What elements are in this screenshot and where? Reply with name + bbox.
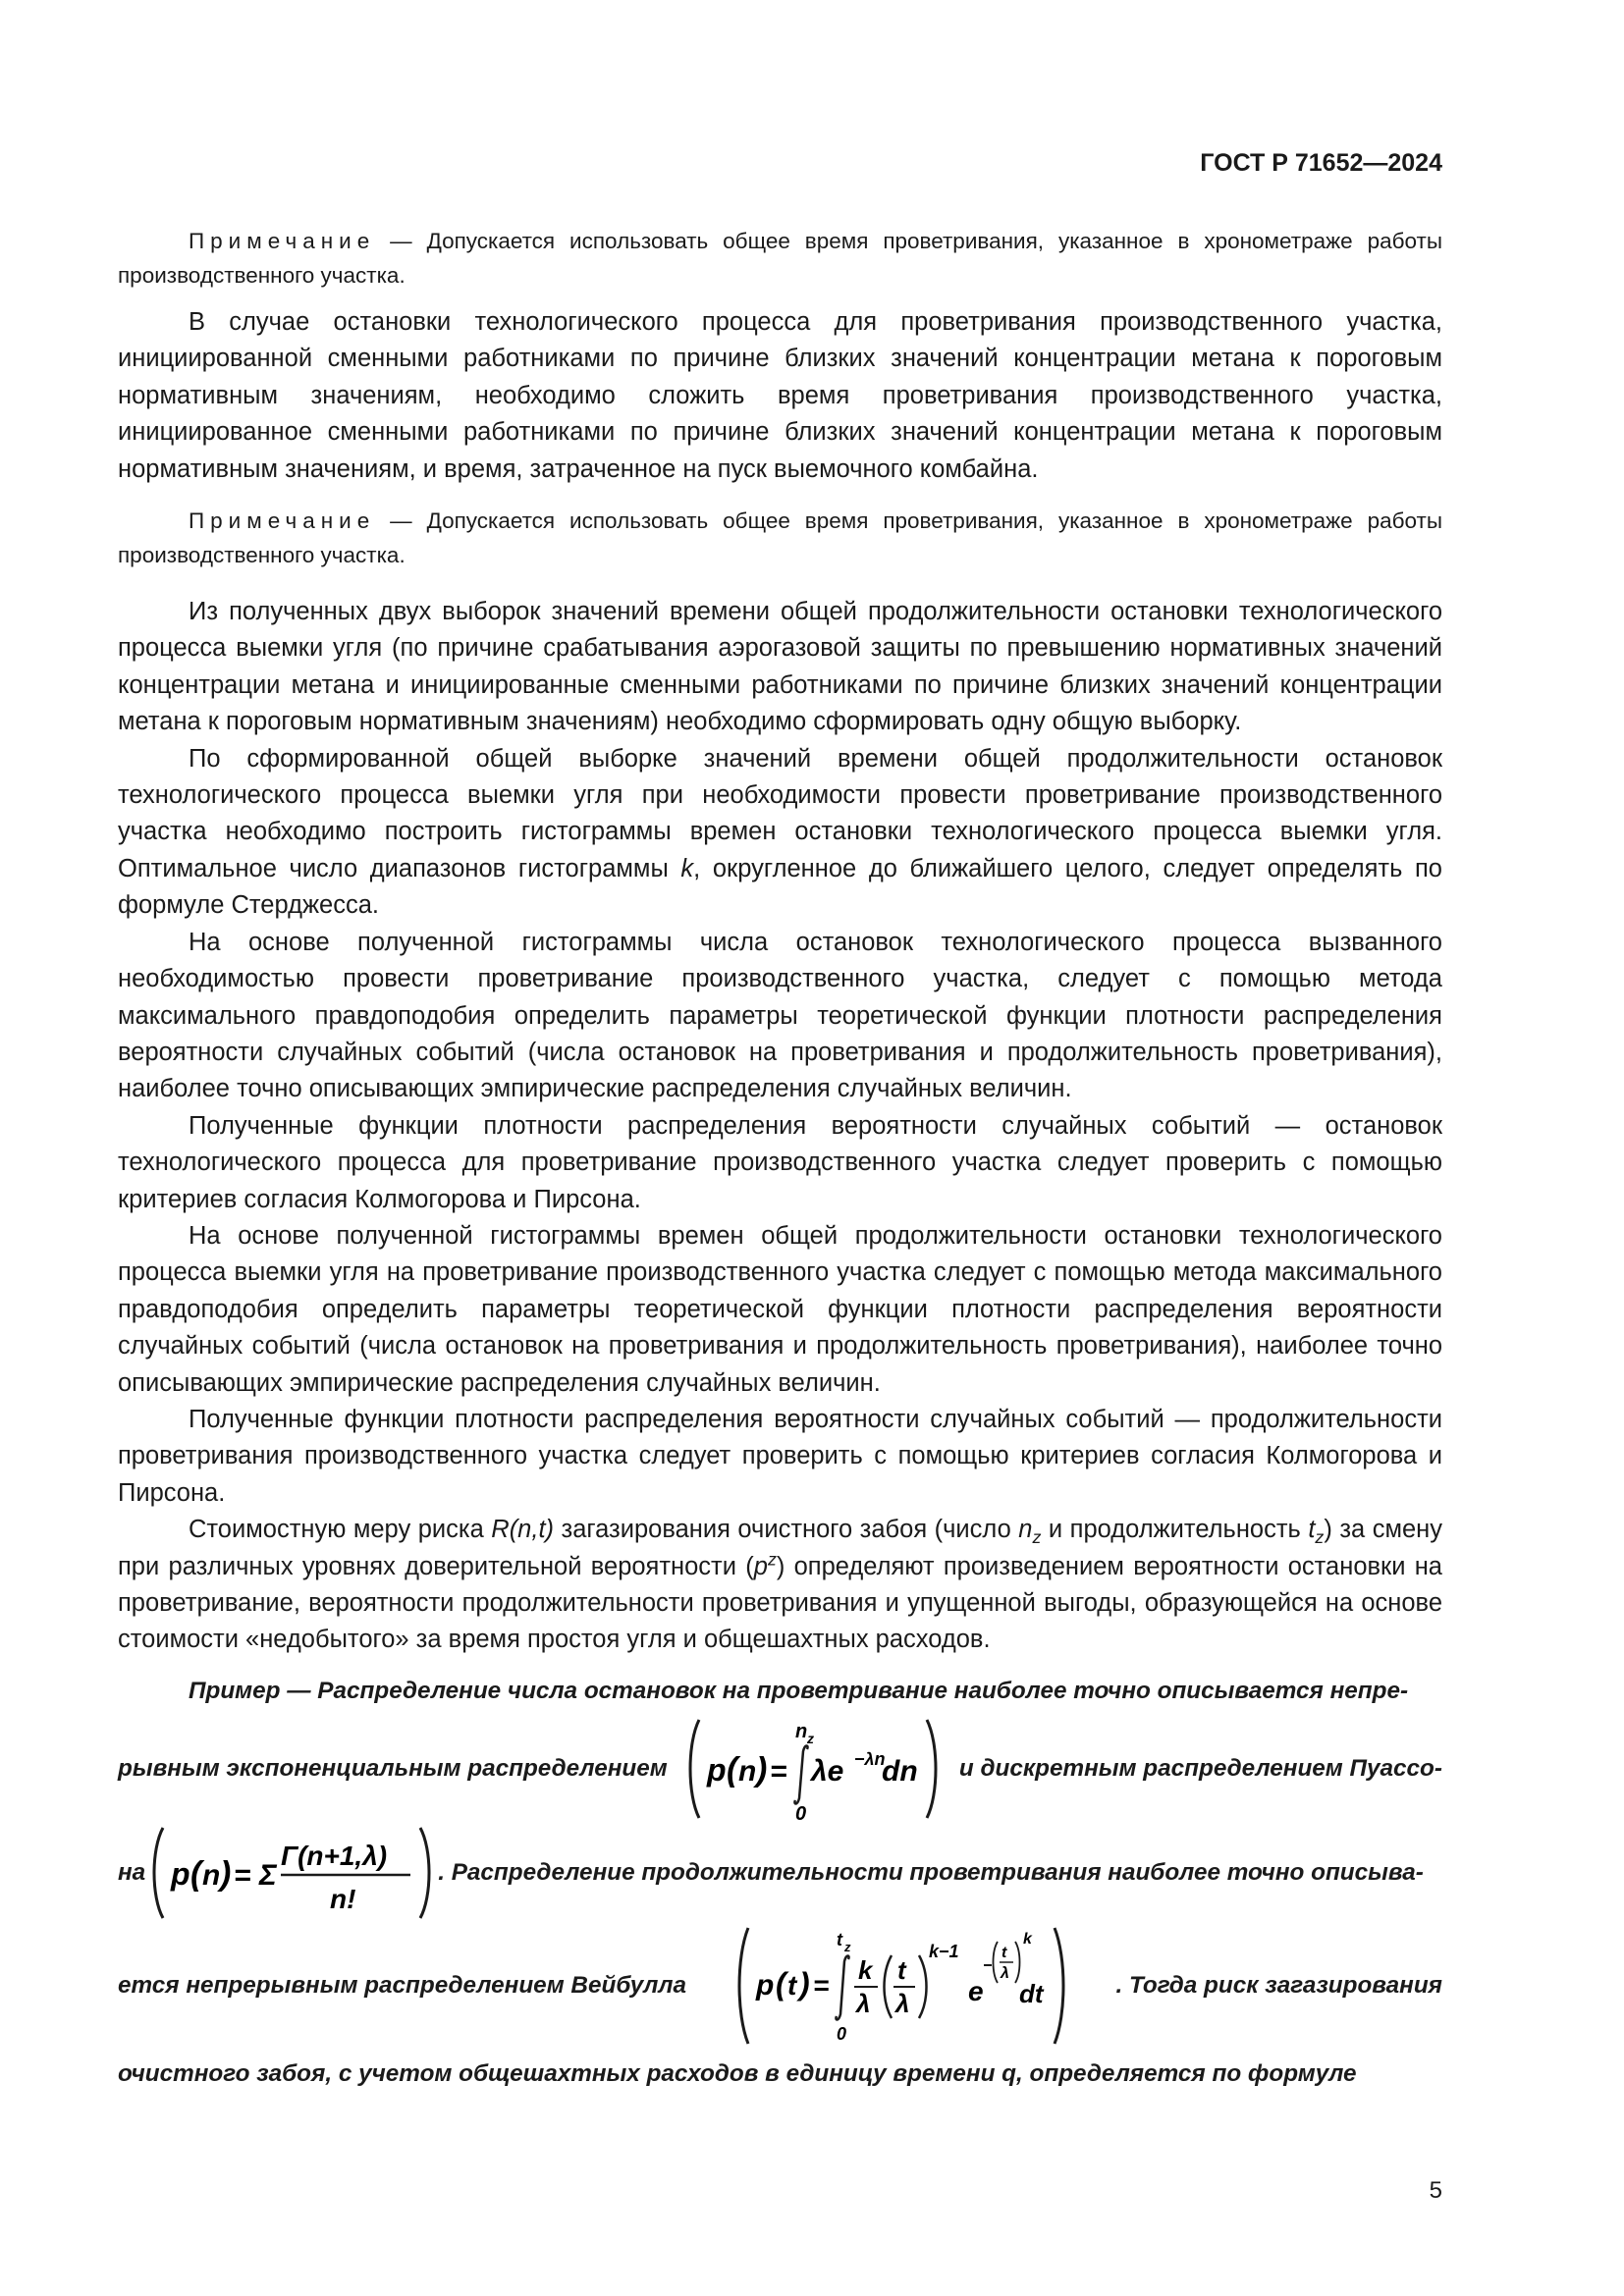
integral-upper-sub: z xyxy=(807,1730,815,1746)
sub-z: z xyxy=(1315,1527,1325,1548)
paragraph: Полученные функции плотности распределения вероятности случайных событий — остановок технологического процесса для проветривание производственного участка следует проверить с помощью критериев согласия Колмогорова и Пирсона. xyxy=(118,1111,1442,1213)
formula-p: p xyxy=(707,1751,727,1788)
sigma-symbol: Σ xyxy=(259,1858,277,1892)
fraction-k: k xyxy=(857,1954,873,1985)
fraction-lambda: λ xyxy=(855,1988,871,2018)
example-text: на xyxy=(118,1859,146,1887)
formula-e: e xyxy=(967,1975,984,2006)
integral-upper: t xyxy=(836,1929,842,1949)
document-code: ГОСТ Р 71652—2024 xyxy=(1200,149,1442,177)
formula-n: n xyxy=(738,1754,757,1788)
svg-text:(: ( xyxy=(190,1854,202,1893)
poisson-formula xyxy=(149,1824,434,1922)
note-label: Примечание xyxy=(189,508,376,534)
formula-p: p xyxy=(171,1855,190,1892)
example-line-5 xyxy=(118,2050,1442,2099)
paragraph: Полученные функции плотности распределения вероятности случайных событий — продолжительности проветривания производственного участка следует проверить с помощью критериев согласия Колмогорова и Пирсона. xyxy=(118,1405,1442,1507)
example-line-3 xyxy=(118,1824,1442,1922)
fraction-t: t xyxy=(896,1954,906,1985)
paragraph: Из полученных двух выборок значений времени общей продолжительности остановки технологического процесса выемки угля (по причине срабатывания аэрогазовой защиты по превышению нормативных значений концентрации метана и инициированные сменными работниками по причине близких значений концентрации метана к пороговым нормативным значениям) необходимо сформировать одну общую выборку. xyxy=(118,598,1442,736)
fraction-lambda2: λ xyxy=(894,1988,910,2018)
svg-text:(: ( xyxy=(775,1965,786,2002)
example-text: . Тогда риск загазирования xyxy=(1115,1972,1442,2000)
sup-z: z xyxy=(767,1549,777,1570)
document-body xyxy=(118,224,1442,2099)
note-label: Примечание xyxy=(189,229,376,253)
paragraph-risk xyxy=(118,1512,1442,1659)
example-text: очистного забоя, с учетом общешахтных расходов в единицу времени q, определяется по формуле xyxy=(118,2060,1357,2088)
example-line-2 xyxy=(118,1714,1442,1824)
formula-t: t xyxy=(786,1969,797,2001)
var-t: t xyxy=(1308,1516,1316,1544)
page-number: 5 xyxy=(1429,2177,1442,2204)
paragraph-text: , округленное до ближайшего целого, следует определять по формуле Стерджесса. xyxy=(118,854,1442,920)
example-text: и дискретным распределением Пуассо- xyxy=(958,1755,1442,1783)
paragraph: На основе полученной гистограммы числа остановок технологического процесса вызванного необходимостью провести проветривание производственного участка, следует с помощью метода максимального правдоподобия определить параметры теоретической функции плотности распределения вероятности случайных событий (числа остановок на проветривания и продолжительность проветривания), наиболее точно описывающих эмпирические распределения случайных величин. xyxy=(118,928,1442,1103)
formula-exponent: −λn xyxy=(854,1748,886,1769)
integral-lower: 0 xyxy=(836,2023,846,2044)
formula-dn: dn xyxy=(882,1754,918,1788)
paragraph-text: и продолжительность xyxy=(1041,1516,1309,1544)
paragraph xyxy=(118,741,1442,925)
paragraph-text: загазирования очистного забоя (число xyxy=(554,1516,1019,1544)
var-n: n xyxy=(1018,1516,1033,1544)
weibull-formula xyxy=(734,1922,1068,2050)
example-line-1 xyxy=(118,1669,1442,1714)
integral-upper-sub: z xyxy=(843,1939,851,1954)
exp-lambda: λ xyxy=(1000,1964,1009,1982)
svg-text:=: = xyxy=(812,1969,830,2001)
power-k-minus: k−1 xyxy=(928,1941,959,1961)
paragraph: В случае остановки технологического процесса для проветривания производственного участка, инициированной сменными работниками по причине близких значений концентрации метана к пороговым нормативным значениям, необходимо сложить время проветривания производственного участка, инициированное сменными работниками по причине близких значений концентрации метана к пороговым нормативным значениям, и время, затраченное на пуск выемочного комбайна. xyxy=(118,308,1442,483)
exponential-formula xyxy=(685,1714,941,1824)
formula-lambda-e: λe xyxy=(811,1754,844,1788)
paragraph-text: Стоимостную меру риска xyxy=(189,1516,492,1544)
paragraph-text: ) за смену при различных уровнях доверительной вероятности ( xyxy=(118,1516,1442,1580)
note-1 xyxy=(118,224,1442,293)
paragraph: На основе полученной гистограммы времен общей продолжительности остановки технологического процесса выемки угля на проветривание производственного участка следует с помощью метода максимального правдоподобия определить параметры теоретической функции плотности распределения вероятности случайных событий (числа остановок на проветривания и продолжительность проветривания), наиболее точно описывающих эмпирические распределения случайных величин. xyxy=(118,1221,1442,1397)
svg-text:=: = xyxy=(770,1754,787,1788)
exp-t: t xyxy=(1001,1944,1007,1961)
var-R: R xyxy=(491,1516,510,1544)
variable-k: k xyxy=(680,854,694,882)
example-text: рывным экспоненциальным распределением xyxy=(118,1755,668,1783)
example-block xyxy=(118,1669,1442,2099)
formula-numerator: Γ(n+1,λ) xyxy=(281,1840,388,1871)
integral-upper: n xyxy=(795,1720,808,1742)
integral-lower: 0 xyxy=(795,1802,807,1824)
formula-p: p xyxy=(755,1968,775,2002)
exp-k: k xyxy=(1022,1930,1032,1948)
note-text: — Допускается использовать общее время проветривания, указанное в хронометраже работы производственного участка. xyxy=(118,508,1442,568)
formula-n: n xyxy=(202,1858,221,1892)
svg-text:): ) xyxy=(756,1750,768,1789)
paragraph-text: ) определяют произведением вероятности остановки на проветривание, вероятности продолжительности проветривания и упущенной выгоды, образующейся на основе стоимости «недобытого» за время простоя угля и общешахтных расходов. xyxy=(118,1552,1442,1654)
var-args: (n,t) xyxy=(509,1516,555,1544)
formula-denominator: n! xyxy=(330,1883,356,1914)
example-text: . Распределение продолжительности проветривания наиболее точно описыва- xyxy=(438,1859,1424,1887)
note-2 xyxy=(118,504,1442,572)
example-text: ется непрерывным распределением Вейбулла xyxy=(118,1972,687,2000)
note-text: — Допускается использовать общее время проветривания, указанное в хронометраже работы производственного участка. xyxy=(118,229,1442,288)
formula-dt: dt xyxy=(1018,1978,1044,2008)
svg-text:): ) xyxy=(220,1854,232,1893)
svg-text:(: ( xyxy=(727,1750,738,1789)
sub-z: z xyxy=(1032,1527,1042,1548)
svg-text:=: = xyxy=(234,1858,251,1892)
paragraph-text: По сформированной общей выборке значений времени общей продолжительности остановок технологического процесса выемки угля при необходимости провести проветривание производственного участка необходимо построить гистограммы времен остановки технологического процесса выемки угля. Оптимальное число диапазонов гистограммы xyxy=(118,744,1442,882)
example-line-4 xyxy=(118,1922,1442,2050)
svg-text:): ) xyxy=(798,1965,810,2002)
example-text: Пример — Распределение числа остановок на проветривание наиболее точно описывается непре- xyxy=(189,1678,1409,1705)
var-p: p xyxy=(753,1552,768,1580)
